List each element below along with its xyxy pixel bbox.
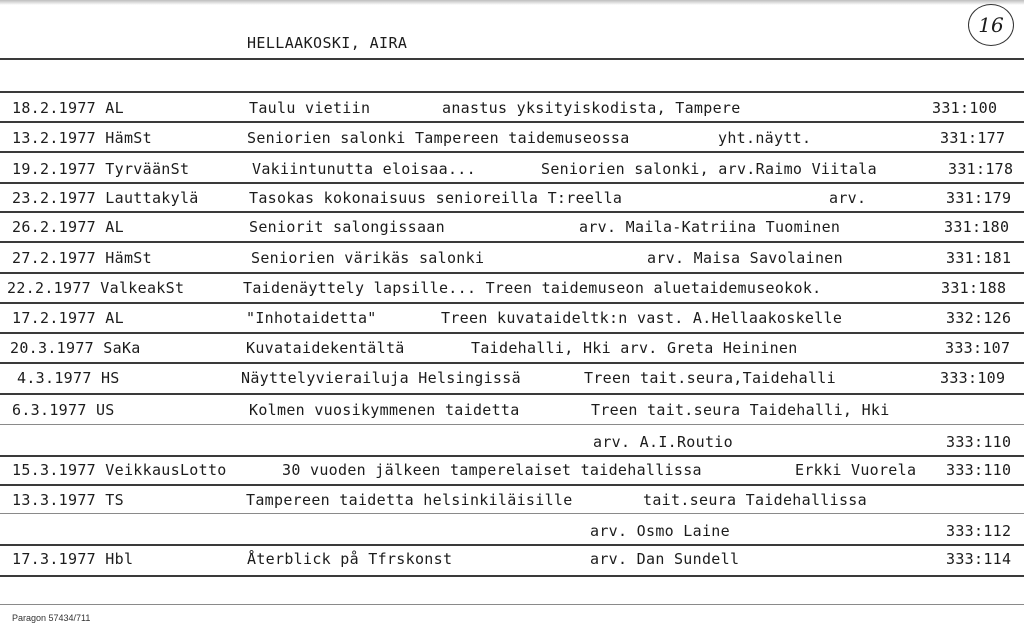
entry-title: "Inhotaidetta" [246,309,377,327]
table-top-rule [0,91,1024,93]
row-rule [0,332,1024,334]
entry-date-source: 23.2.1977 Lauttakylä [12,189,199,207]
entry-date-source: 17.2.1977 AL [12,309,124,327]
entry-detail: Treen tait.seura,Taidehalli [584,369,836,387]
entry-continuation: arv. Osmo Laine [590,522,730,540]
entry-ref: 333:110 [946,461,1012,479]
entry-date-source: 13.3.1977 TS [12,491,124,509]
entry-title: Seniorit salongissaan [249,218,445,236]
row-rule [0,302,1024,304]
entry-title: Vakiintunutta eloisaa... [252,160,476,178]
entry-date-source: 20.3.1977 SaKa [10,339,141,357]
entry-title: Taulu vietiin [249,99,371,117]
card-top-edge [0,0,1024,5]
entry-ref: 331:178 [948,160,1014,178]
entry-detail: Treen kuvataideltk:n vast. A.Hellaakoskelle [441,309,843,327]
entry-detail: Treen tait.seura Taidehalli, Hki [591,401,890,419]
entry-title: Tasokas kokonaisuus senioreilla T:reella [249,189,623,207]
entry-detail: Erkki Vuorela [795,461,917,479]
entry-title: Taidenäyttely lapsille... Treen taidemuseon aluetaidemuseokok. [243,279,822,297]
entry-date-source: 15.3.1977 VeikkausLotto [12,461,227,479]
entry-detail: arv. [829,189,867,207]
entry-title: Seniorien salonki Tampereen taidemuseossa [247,129,630,147]
entry-ref: 332:126 [946,309,1012,327]
entry-date-source: 26.2.1977 AL [12,218,124,236]
row-rule [0,513,1024,514]
card-heading: HELLAAKOSKI, AIRA [247,34,408,52]
entry-date-source: 13.2.1977 HämSt [12,129,152,147]
entry-ref: 331:181 [946,249,1012,267]
card-number: 16 [978,13,1004,37]
bottom-rule [0,604,1024,605]
entry-detail: Taidehalli, Hki arv. Greta Heininen [471,339,798,357]
row-rule [0,544,1024,546]
entry-date-source: 19.2.1977 TyrväänSt [12,160,190,178]
row-rule [0,424,1024,425]
entry-detail: arv. Dan Sundell [590,550,740,568]
row-rule [0,455,1024,457]
row-rule [0,393,1024,395]
entry-detail: arv. Maila-Katriina Tuominen [579,218,841,236]
entry-title: Återblick på Tfrskonst [247,550,453,568]
entry-detail: Seniorien salonki, arv.Raimo Viitala [541,160,877,178]
card-footer: Paragon 57434/711 [12,613,91,623]
entry-title: Näyttelyvierailuja Helsingissä [241,369,521,387]
row-rule [0,182,1024,184]
entry-date-source: 4.3.1977 HS [17,369,120,387]
entry-date-source: 27.2.1977 HämSt [12,249,152,267]
entry-ref: 333:107 [945,339,1011,357]
entry-title: Kuvataidekentältä [246,339,405,357]
entry-date-source: 6.3.1977 US [12,401,115,419]
entry-ref: 331:179 [946,189,1012,207]
row-rule [0,121,1024,123]
header-rule [0,58,1024,60]
entry-ref: 333:110 [946,433,1012,451]
entry-ref: 333:109 [940,369,1006,387]
card-number-circle [968,4,1014,46]
entry-title: 30 vuoden jälkeen tamperelaiset taidehallissa [282,461,702,479]
entry-title: Tampereen taidetta helsinkiläisille [246,491,573,509]
entry-date-source: 22.2.1977 ValkeakSt [7,279,185,297]
row-rule [0,575,1024,577]
entry-detail: yht.näytt. [718,129,812,147]
entry-ref: 333:114 [946,550,1012,568]
entry-title: Seniorien värikäs salonki [251,249,485,267]
row-rule [0,211,1024,213]
entry-date-source: 18.2.1977 AL [12,99,124,117]
row-rule [0,362,1024,364]
entry-detail: anastus yksityiskodista, Tampere [442,99,741,117]
entry-continuation: arv. A.I.Routio [593,433,733,451]
entry-ref: 331:180 [944,218,1010,236]
row-rule [0,241,1024,243]
entry-date-source: 17.3.1977 Hbl [12,550,134,568]
entry-ref: 331:188 [941,279,1007,297]
entry-detail: arv. Maisa Savolainen [647,249,843,267]
entry-ref: 331:177 [940,129,1006,147]
row-rule [0,272,1024,274]
entry-detail: tait.seura Taidehallissa [643,491,867,509]
row-rule [0,484,1024,486]
entry-ref: 333:112 [946,522,1012,540]
row-rule [0,151,1024,153]
entry-title: Kolmen vuosikymmenen taidetta [249,401,520,419]
entry-ref: 331:100 [932,99,998,117]
